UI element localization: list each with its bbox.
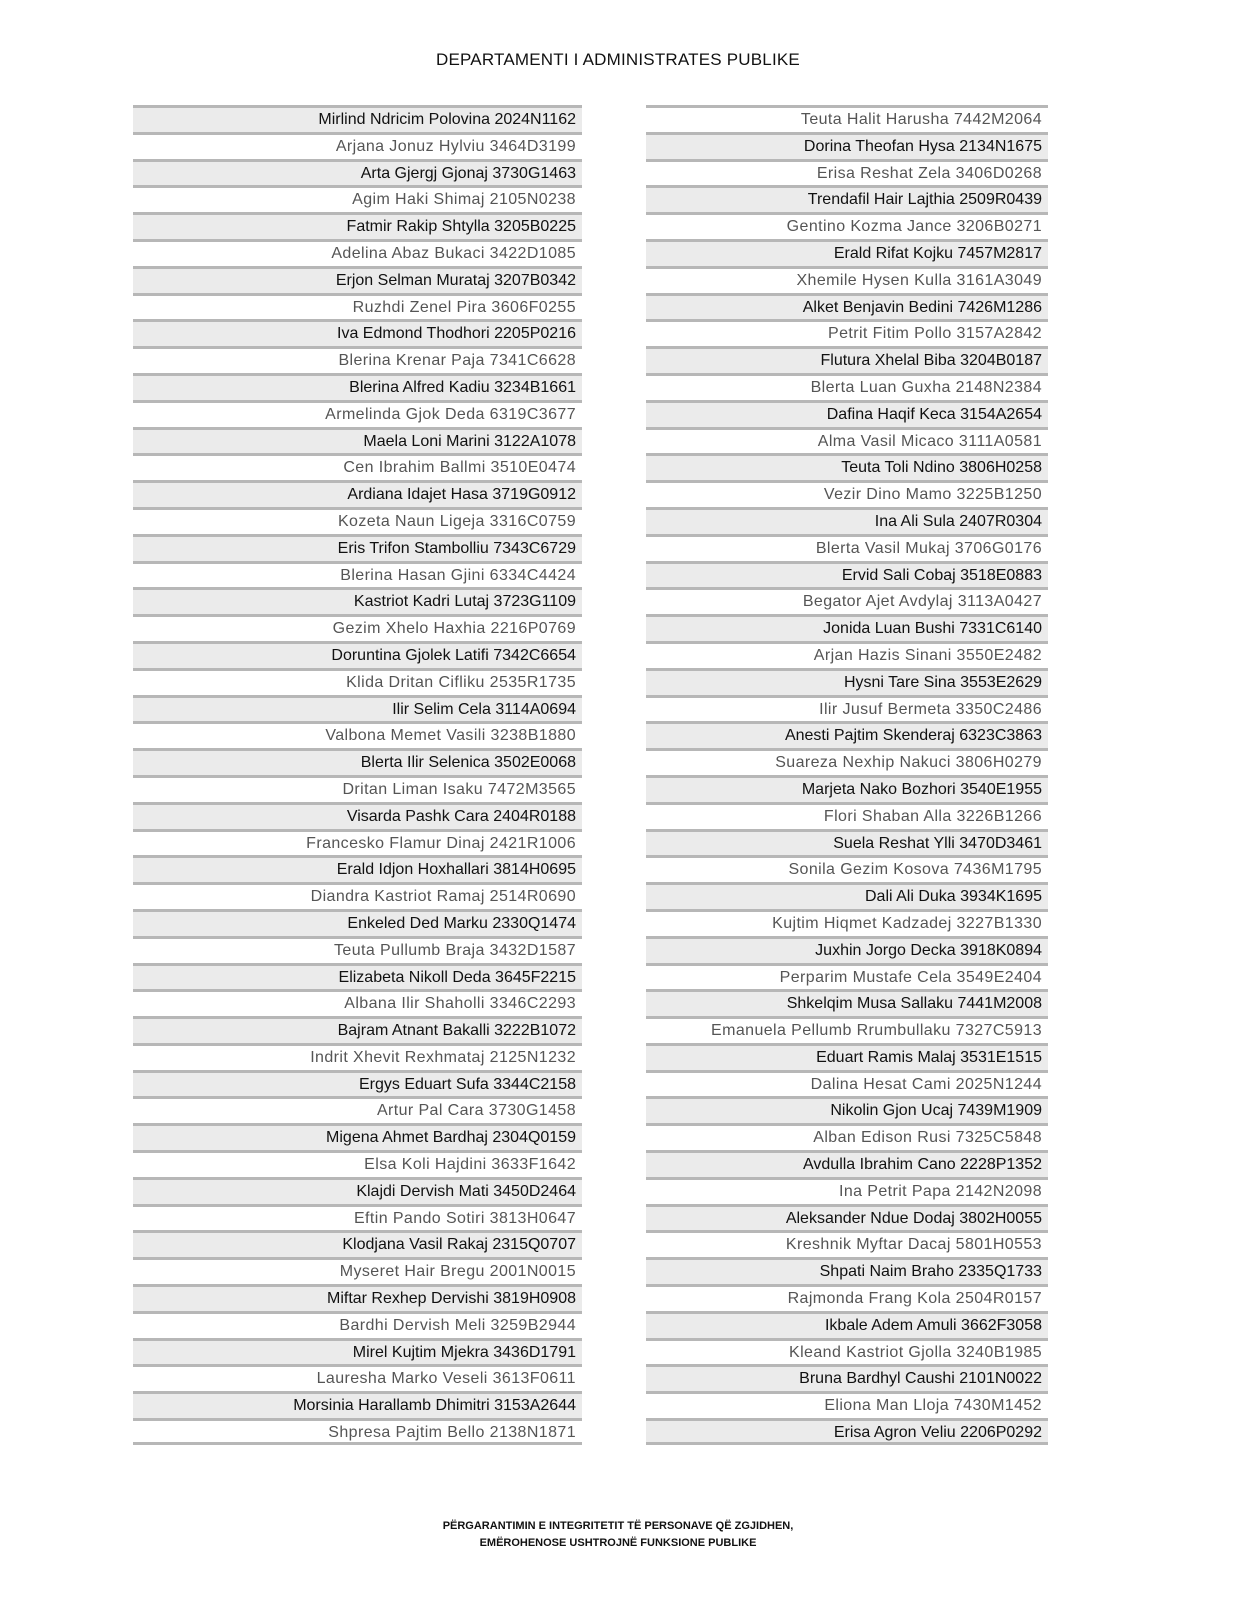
- list-item: Ergys Eduart Sufa 3344C2158: [133, 1070, 582, 1097]
- list-item: Mirlind Ndricim Polovina 2024N1162: [133, 105, 582, 132]
- list-item: Ilir Selim Cela 3114A0694: [133, 695, 582, 722]
- list-item: Alma Vasil Micaco 3111A0581: [646, 427, 1048, 454]
- list-item: Kujtim Hiqmet Kadzadej 3227B1330: [646, 909, 1048, 936]
- list-item: Sonila Gezim Kosova 7436M1795: [646, 855, 1048, 882]
- list-item: Erisa Reshat Zela 3406D0268: [646, 159, 1048, 186]
- list-item: Gezim Xhelo Haxhia 2216P0769: [133, 614, 582, 641]
- list-item: Dritan Liman Isaku 7472M3565: [133, 775, 582, 802]
- list-item: Blerta Vasil Mukaj 3706G0176: [646, 534, 1048, 561]
- list-item: Migena Ahmet Bardhaj 2304Q0159: [133, 1123, 582, 1150]
- list-item: Klida Dritan Cifliku 2535R1735: [133, 668, 582, 695]
- list-item: Maela Loni Marini 3122A1078: [133, 427, 582, 454]
- left-name-list: [133, 105, 582, 1445]
- list-item: Eftin Pando Sotiri 3813H0647: [133, 1204, 582, 1231]
- list-item: Ina Ali Sula 2407R0304: [646, 507, 1048, 534]
- list-item: Ina Petrit Papa 2142N2098: [646, 1177, 1048, 1204]
- list-item: Trendafil Hair Lajthia 2509R0439: [646, 185, 1048, 212]
- list-item: Teuta Halit Harusha 7442M2064: [646, 105, 1048, 132]
- list-item: Indrit Xhevit Rexhmataj 2125N1232: [133, 1043, 582, 1070]
- list-item: Valbona Memet Vasili 3238B1880: [133, 721, 582, 748]
- list-item: Klajdi Dervish Mati 3450D2464: [133, 1177, 582, 1204]
- list-item: Agim Haki Shimaj 2105N0238: [133, 185, 582, 212]
- list-item: Arjana Jonuz Hylviu 3464D3199: [133, 132, 582, 159]
- list-item: Ruzhdi Zenel Pira 3606F0255: [133, 293, 582, 320]
- list-item: Albana Ilir Shaholli 3346C2293: [133, 989, 582, 1016]
- list-item: Fatmir Rakip Shtylla 3205B0225: [133, 212, 582, 239]
- list-item: Kozeta Naun Ligeja 3316C0759: [133, 507, 582, 534]
- list-item: Iva Edmond Thodhori 2205P0216: [133, 319, 582, 346]
- list-item: Visarda Pashk Cara 2404R0188: [133, 802, 582, 829]
- list-item: Kleand Kastriot Gjolla 3240B1985: [646, 1338, 1048, 1365]
- list-item: Francesko Flamur Dinaj 2421R1006: [133, 829, 582, 856]
- list-item: Nikolin Gjon Ucaj 7439M1909: [646, 1096, 1048, 1123]
- list-item: Ervid Sali Cobaj 3518E0883: [646, 561, 1048, 588]
- list-item: Lauresha Marko Veseli 3613F0611: [133, 1364, 582, 1391]
- list-item: Bruna Bardhyl Caushi 2101N0022: [646, 1364, 1048, 1391]
- list-item: Enkeled Ded Marku 2330Q1474: [133, 909, 582, 936]
- list-item: Klodjana Vasil Rakaj 2315Q0707: [133, 1230, 582, 1257]
- list-item: Shpati Naim Braho 2335Q1733: [646, 1257, 1048, 1284]
- list-item: Anesti Pajtim Skenderaj 6323C3863: [646, 721, 1048, 748]
- list-item: Ikbale Adem Amuli 3662F3058: [646, 1311, 1048, 1338]
- list-item: Erjon Selman Murataj 3207B0342: [133, 266, 582, 293]
- list-item: Flori Shaban Alla 3226B1266: [646, 802, 1048, 829]
- list-item: Blerina Krenar Paja 7341C6628: [133, 346, 582, 373]
- list-item: Jonida Luan Bushi 7331C6140: [646, 614, 1048, 641]
- list-item: Teuta Pullumb Braja 3432D1587: [133, 936, 582, 963]
- list-item: Eduart Ramis Malaj 3531E1515: [646, 1043, 1048, 1070]
- list-item: Bardhi Dervish Meli 3259B2944: [133, 1311, 582, 1338]
- footer-line-2: EMËROHENOSE USHTROJNË FUNKSIONE PUBLIKE: [479, 1537, 757, 1549]
- list-item: Avdulla Ibrahim Cano 2228P1352: [646, 1150, 1048, 1177]
- list-item: Adelina Abaz Bukaci 3422D1085: [133, 239, 582, 266]
- list-item: Hysni Tare Sina 3553E2629: [646, 668, 1048, 695]
- list-item: Teuta Toli Ndino 3806H0258: [646, 453, 1048, 480]
- list-item: Emanuela Pellumb Rrumbullaku 7327C5913: [646, 1016, 1048, 1043]
- list-item: Diandra Kastriot Ramaj 2514R0690: [133, 882, 582, 909]
- list-item: Eliona Man Lloja 7430M1452: [646, 1391, 1048, 1418]
- list-item: Gentino Kozma Jance 3206B0271: [646, 212, 1048, 239]
- list-item: Erisa Agron Veliu 2206P0292: [646, 1418, 1048, 1445]
- list-item: Vezir Dino Mamo 3225B1250: [646, 480, 1048, 507]
- list-item: Armelinda Gjok Deda 6319C3677: [133, 400, 582, 427]
- list-item: Cen Ibrahim Ballmi 3510E0474: [133, 453, 582, 480]
- list-item: Elsa Koli Hajdini 3633F1642: [133, 1150, 582, 1177]
- list-item: Blerta Luan Guxha 2148N2384: [646, 373, 1048, 400]
- list-item: Shpresa Pajtim Bello 2138N1871: [133, 1418, 582, 1445]
- list-item: Xhemile Hysen Kulla 3161A3049: [646, 266, 1048, 293]
- list-item: Kreshnik Myftar Dacaj 5801H0553: [646, 1230, 1048, 1257]
- list-item: Dali Ali Duka 3934K1695: [646, 882, 1048, 909]
- list-item: Morsinia Harallamb Dhimitri 3153A2644: [133, 1391, 582, 1418]
- list-item: Perparim Mustafe Cela 3549E2404: [646, 963, 1048, 990]
- list-item: Blerina Hasan Gjini 6334C4424: [133, 561, 582, 588]
- list-item: Elizabeta Nikoll Deda 3645F2215: [133, 963, 582, 990]
- list-item: Alket Benjavin Bedini 7426M1286: [646, 293, 1048, 320]
- list-item: Flutura Xhelal Biba 3204B0187: [646, 346, 1048, 373]
- list-item: Aleksander Ndue Dodaj 3802H0055: [646, 1204, 1048, 1231]
- list-item: Myseret Hair Bregu 2001N0015: [133, 1257, 582, 1284]
- list-item: Suareza Nexhip Nakuci 3806H0279: [646, 748, 1048, 775]
- list-item: Erald Idjon Hoxhallari 3814H0695: [133, 855, 582, 882]
- list-item: Begator Ajet Avdylaj 3113A0427: [646, 587, 1048, 614]
- list-item: Mirel Kujtim Mjekra 3436D1791: [133, 1338, 582, 1365]
- list-item: Juxhin Jorgo Decka 3918K0894: [646, 936, 1048, 963]
- footer-caption: [0, 1518, 1236, 1552]
- list-item: Blerta Ilir Selenica 3502E0068: [133, 748, 582, 775]
- list-item: Eris Trifon Stambolliu 7343C6729: [133, 534, 582, 561]
- list-item: Alban Edison Rusi 7325C5848: [646, 1123, 1048, 1150]
- list-item: Petrit Fitim Pollo 3157A2842: [646, 319, 1048, 346]
- list-item: Kastriot Kadri Lutaj 3723G1109: [133, 587, 582, 614]
- footer-line-1: PËRGARANTIMIN E INTEGRITETIT TË PERSONAVE QË ZGJIDHEN,: [442, 1520, 794, 1532]
- list-item: Blerina Alfred Kadiu 3234B1661: [133, 373, 582, 400]
- list-item: Rajmonda Frang Kola 2504R0157: [646, 1284, 1048, 1311]
- list-item: Marjeta Nako Bozhori 3540E1955: [646, 775, 1048, 802]
- list-item: Miftar Rexhep Dervishi 3819H0908: [133, 1284, 582, 1311]
- list-item: Bajram Atnant Bakalli 3222B1072: [133, 1016, 582, 1043]
- list-item: Artur Pal Cara 3730G1458: [133, 1096, 582, 1123]
- page-title: DEPARTAMENTI I ADMINISTRATES PUBLIKE: [436, 50, 800, 69]
- list-item: Suela Reshat Ylli 3470D3461: [646, 829, 1048, 856]
- list-item: Dorina Theofan Hysa 2134N1675: [646, 132, 1048, 159]
- list-item: Doruntina Gjolek Latifi 7342C6654: [133, 641, 582, 668]
- list-item: Dalina Hesat Cami 2025N1244: [646, 1070, 1048, 1097]
- list-item: Ardiana Idajet Hasa 3719G0912: [133, 480, 582, 507]
- list-item: Ilir Jusuf Bermeta 3350C2486: [646, 695, 1048, 722]
- list-item: Arjan Hazis Sinani 3550E2482: [646, 641, 1048, 668]
- list-item: Arta Gjergj Gjonaj 3730G1463: [133, 159, 582, 186]
- list-item: Shkelqim Musa Sallaku 7441M2008: [646, 989, 1048, 1016]
- list-item: Dafina Haqif Keca 3154A2654: [646, 400, 1048, 427]
- list-item: Erald Rifat Kojku 7457M2817: [646, 239, 1048, 266]
- right-name-list: [646, 105, 1048, 1445]
